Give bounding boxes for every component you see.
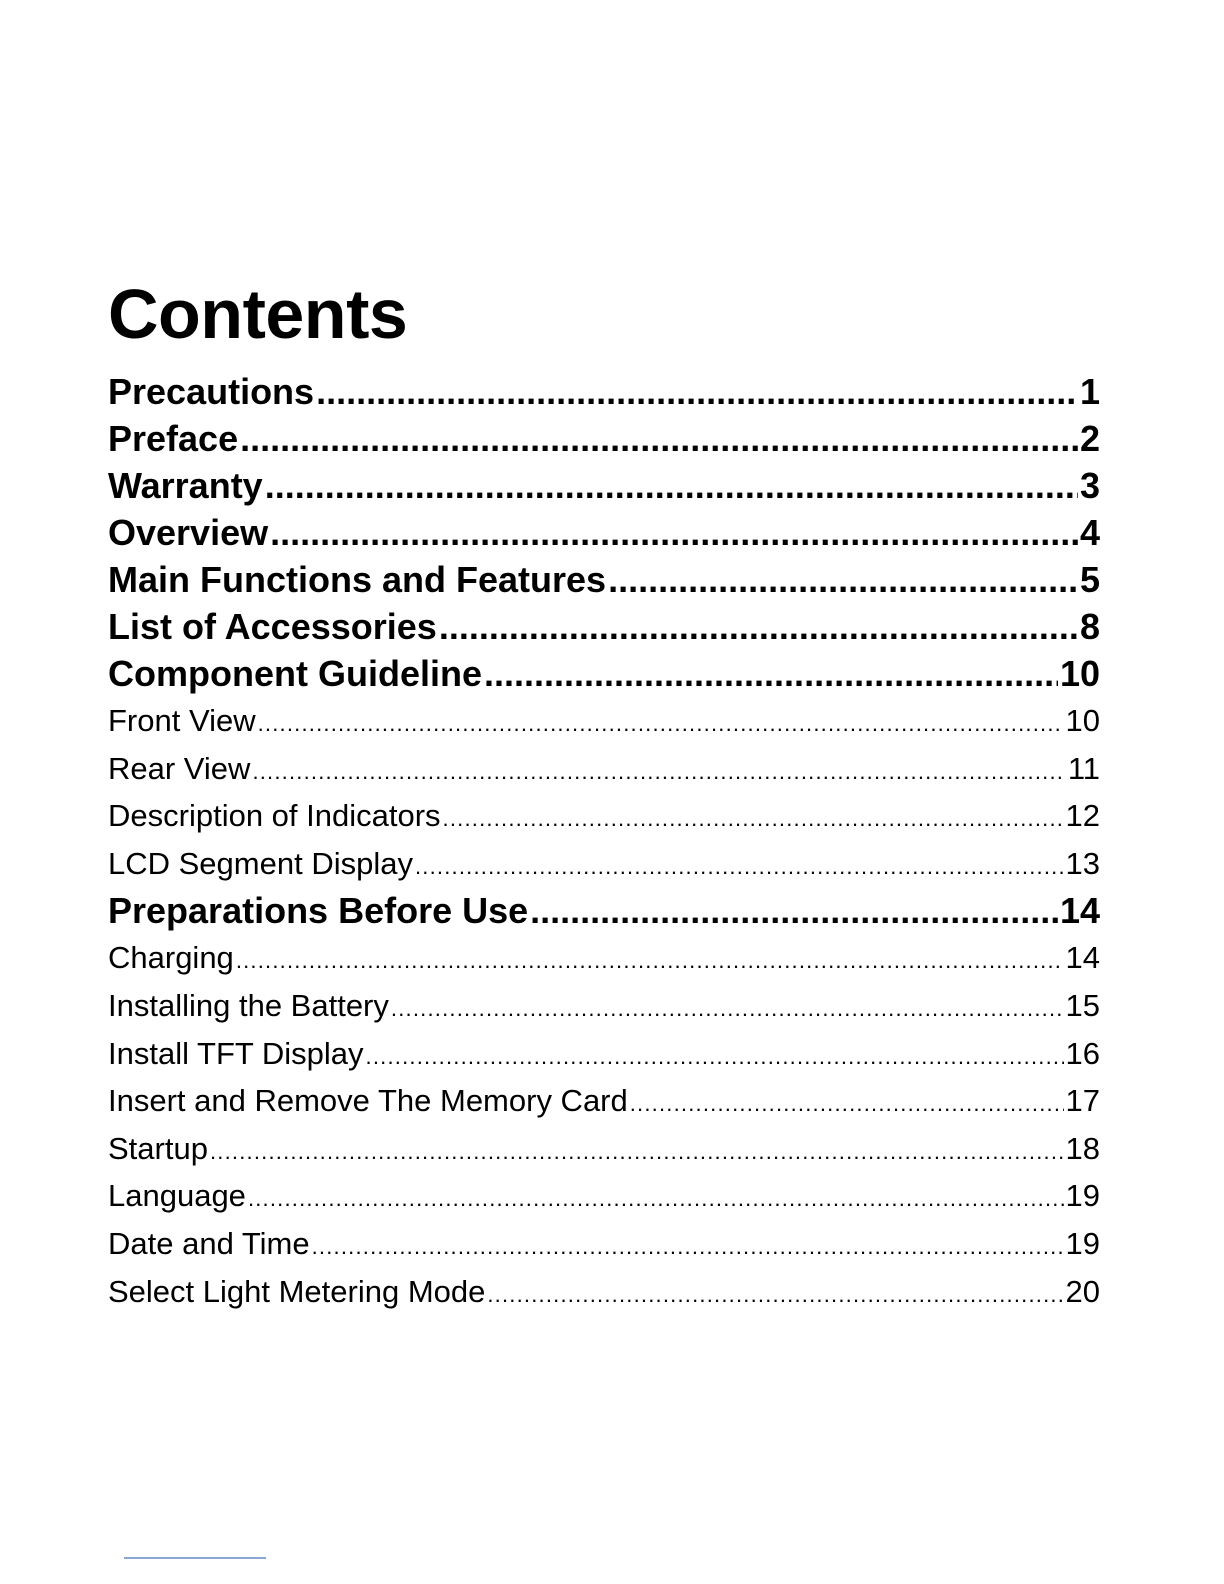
- toc-dot-leader: [630, 1080, 1064, 1125]
- toc-page-number: 14: [1059, 890, 1100, 932]
- toc-page-number: 2: [1079, 418, 1100, 459]
- toc-entry-label: Description of Indicators: [108, 798, 441, 834]
- toc-entry-label: Installing the Battery: [108, 987, 389, 1023]
- toc-entry-tft-display[interactable]: [108, 1030, 1100, 1078]
- toc-entry-indicators[interactable]: [108, 792, 1100, 840]
- toc-entry-label: Insert and Remove The Memory Card: [108, 1083, 628, 1119]
- toc-page-number: 10: [1059, 653, 1100, 694]
- toc-dot-leader: [366, 1033, 1064, 1078]
- toc-entry-label: LCD Segment Display: [108, 845, 413, 881]
- toc-entry-label: Front View: [108, 703, 256, 738]
- toc-dot-leader: [252, 748, 1065, 793]
- table-of-contents: [108, 368, 1100, 1315]
- toc-entry-label: Overview: [108, 512, 269, 553]
- toc-entry-accessories[interactable]: [108, 603, 1100, 650]
- footer-rule: [124, 1557, 266, 1559]
- toc-entry-label: Rear View: [108, 750, 251, 786]
- toc-dot-leader: [443, 795, 1064, 840]
- toc-entry-front-view[interactable]: [108, 697, 1100, 745]
- toc-entry-label: Language: [108, 1178, 246, 1214]
- toc-page-number: 14: [1065, 940, 1100, 976]
- toc-dot-leader: [608, 556, 1078, 603]
- toc-entry-warranty[interactable]: [108, 462, 1100, 509]
- toc-entry-language[interactable]: [108, 1172, 1100, 1220]
- toc-dot-leader: [270, 509, 1078, 556]
- toc-dot-leader: [530, 887, 1058, 934]
- toc-entry-precautions[interactable]: [108, 368, 1100, 415]
- toc-entry-label: Preface: [108, 418, 239, 459]
- toc-page-number: 17: [1065, 1083, 1100, 1119]
- toc-entry-charging[interactable]: [108, 934, 1100, 982]
- toc-page-number: 1: [1079, 371, 1100, 412]
- toc-dot-leader: [265, 462, 1078, 509]
- toc-page-number: 13: [1065, 845, 1100, 881]
- toc-dot-leader: [258, 700, 1064, 745]
- toc-dot-leader: [487, 1271, 1063, 1316]
- toc-dot-leader: [236, 937, 1064, 982]
- toc-entry-lcd-display[interactable]: [108, 840, 1100, 888]
- toc-dot-leader: [210, 1128, 1064, 1173]
- toc-entry-date-time[interactable]: [108, 1220, 1100, 1268]
- toc-dot-leader: [316, 368, 1078, 415]
- toc-page-number: 15: [1065, 987, 1100, 1023]
- toc-page-number: 19: [1065, 1225, 1100, 1261]
- toc-dot-leader: [312, 1223, 1064, 1268]
- toc-entry-label: Component Guideline: [108, 653, 482, 694]
- toc-page-number: 20: [1065, 1273, 1100, 1309]
- toc-entry-label: Date and Time: [108, 1225, 310, 1261]
- toc-entry-battery[interactable]: [108, 982, 1100, 1030]
- toc-page-number: 16: [1065, 1035, 1100, 1071]
- toc-entry-label: Warranty: [108, 465, 263, 506]
- toc-page-number: 4: [1079, 512, 1100, 553]
- toc-entry-label: Preparations Before Use: [108, 890, 529, 932]
- toc-page-number: 5: [1079, 559, 1100, 600]
- toc-entry-preface[interactable]: [108, 415, 1100, 462]
- toc-entry-preparations[interactable]: [108, 887, 1100, 934]
- toc-dot-leader: [415, 843, 1064, 888]
- toc-entry-label: Main Functions and Features: [108, 559, 607, 600]
- toc-page-number: 11: [1067, 750, 1100, 786]
- toc-entry-label: Startup: [108, 1130, 208, 1166]
- toc-page-number: 19: [1065, 1178, 1100, 1214]
- toc-entry-overview[interactable]: [108, 509, 1100, 556]
- toc-entry-startup[interactable]: [108, 1125, 1100, 1173]
- toc-entry-light-metering[interactable]: [108, 1268, 1100, 1316]
- toc-dot-leader: [391, 985, 1064, 1030]
- toc-dot-leader: [240, 415, 1078, 462]
- toc-entry-main-functions[interactable]: [108, 556, 1100, 603]
- toc-dot-leader: [484, 650, 1058, 697]
- toc-page-number: 18: [1065, 1130, 1100, 1166]
- toc-entry-label: Charging: [108, 940, 234, 976]
- toc-entry-rear-view[interactable]: [108, 745, 1100, 793]
- toc-entry-label: Precautions: [108, 371, 315, 412]
- toc-page-number: 12: [1065, 798, 1100, 834]
- toc-entry-label: Select Light Metering Mode: [108, 1273, 486, 1309]
- toc-dot-leader: [439, 603, 1078, 650]
- toc-page-number: 10: [1065, 703, 1100, 738]
- toc-page-number: 8: [1079, 606, 1100, 647]
- toc-dot-leader: [248, 1175, 1064, 1220]
- toc-entry-component-guideline[interactable]: [108, 650, 1100, 697]
- toc-page-number: 3: [1079, 465, 1100, 506]
- toc-entry-label: List of Accessories: [108, 606, 437, 647]
- page-title: Contents: [108, 275, 408, 353]
- toc-entry-memory-card[interactable]: [108, 1077, 1100, 1125]
- toc-entry-label: Install TFT Display: [108, 1035, 364, 1071]
